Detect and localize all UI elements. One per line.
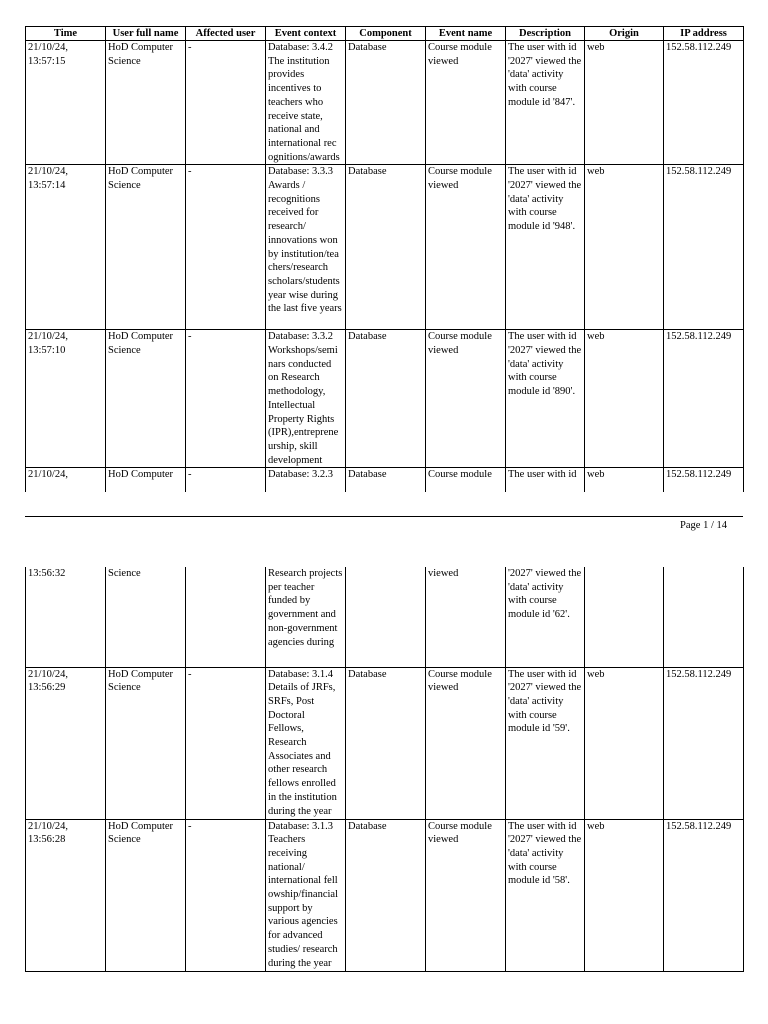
cell-component: Database	[346, 819, 426, 971]
cell-time: 13:56:32	[26, 567, 106, 667]
cell-description: The user with id '2027' viewed the 'data' activity with course module id '847'.	[506, 41, 585, 165]
cell-time: 21/10/24, 13:57:14	[26, 165, 106, 330]
page-number: Page 1 / 14	[680, 520, 727, 531]
column-header-ip-address: IP address	[664, 27, 744, 41]
table-row	[26, 667, 744, 819]
cell-event-context: Database: 3.3.3 Awards / recognitions received for research/ innovations won by institution/tea chers/research scholars/students year wise during the last five years	[266, 165, 346, 330]
table-row-partial	[26, 468, 744, 492]
cell-origin: web	[585, 41, 664, 165]
cell-time: 21/10/24, 13:56:29	[26, 667, 106, 819]
cell-component: Database	[346, 468, 426, 492]
cell-affected-user: -	[186, 468, 266, 492]
cell-event-name: Course module viewed	[426, 41, 506, 165]
cell-origin: web	[585, 819, 664, 971]
cell-user: Science	[106, 567, 186, 667]
cell-ip-address: 152.58.112.249	[664, 41, 744, 165]
cell-ip-address	[664, 567, 744, 667]
cell-user: HoD Computer Science	[106, 330, 186, 468]
cell-description: The user with id	[506, 468, 585, 492]
cell-component: Database	[346, 165, 426, 330]
cell-affected-user: -	[186, 667, 266, 819]
cell-time: 21/10/24, 13:57:10	[26, 330, 106, 468]
cell-time: 21/10/24,	[26, 468, 106, 492]
cell-user: HoD Computer Science	[106, 819, 186, 971]
cell-affected-user: -	[186, 819, 266, 971]
cell-event-context: Database: 3.3.2 Workshops/semi nars conducted on Research methodology, Intellectual Property Rights (IPR),entreprene urship, skill development	[266, 330, 346, 468]
cell-ip-address: 152.58.112.249	[664, 330, 744, 468]
cell-origin: web	[585, 468, 664, 492]
cell-user: HoD Computer Science	[106, 667, 186, 819]
cell-affected-user	[186, 567, 266, 667]
cell-affected-user: -	[186, 165, 266, 330]
cell-event-context: Database: 3.1.3 Teachers receiving national/ international fell owship/financial support by various agencies for advanced studies/ research during the year	[266, 819, 346, 971]
column-header-description: Description	[506, 27, 585, 41]
column-header-user-full-name: User full name	[106, 27, 186, 41]
cell-affected-user: -	[186, 330, 266, 468]
cell-component: Database	[346, 41, 426, 165]
cell-event-context: Research projects per teacher funded by government and non-government agencies during	[266, 567, 346, 667]
cell-event-context: Database: 3.4.2 The institution provides incentives to teachers who receive state, national and international rec ognitions/awards	[266, 41, 346, 165]
log-table-page-2	[25, 567, 744, 972]
cell-user: HoD Computer Science	[106, 41, 186, 165]
column-header-component: Component	[346, 27, 426, 41]
cell-time: 21/10/24, 13:56:28	[26, 819, 106, 971]
table-row	[26, 819, 744, 971]
cell-event-context: Database: 3.1.4 Details of JRFs, SRFs, Post Doctoral Fellows, Research Associates and other research fellows enrolled in the institution during the year	[266, 667, 346, 819]
cell-origin: web	[585, 165, 664, 330]
cell-description: The user with id '2027' viewed the 'data' activity with course module id '948'.	[506, 165, 585, 330]
cell-description: The user with id '2027' viewed the 'data' activity with course module id '890'.	[506, 330, 585, 468]
cell-user: HoD Computer Science	[106, 165, 186, 330]
cell-event-name: viewed	[426, 567, 506, 667]
cell-affected-user: -	[186, 41, 266, 165]
cell-ip-address: 152.58.112.249	[664, 667, 744, 819]
column-header-affected-user: Affected user	[186, 27, 266, 41]
cell-ip-address: 152.58.112.249	[664, 165, 744, 330]
cell-user: HoD Computer	[106, 468, 186, 492]
cell-ip-address: 152.58.112.249	[664, 468, 744, 492]
column-header-event-context: Event context	[266, 27, 346, 41]
page-divider	[25, 516, 743, 517]
table-row	[26, 165, 744, 330]
table-row	[26, 330, 744, 468]
table-row	[26, 41, 744, 165]
log-table-page-1	[25, 26, 744, 492]
cell-event-name: Course module viewed	[426, 819, 506, 971]
cell-origin: web	[585, 667, 664, 819]
cell-origin: web	[585, 330, 664, 468]
cell-description: '2027' viewed the 'data' activity with course module id '62'.	[506, 567, 585, 667]
cell-origin	[585, 567, 664, 667]
cell-description: The user with id '2027' viewed the 'data' activity with course module id '58'.	[506, 819, 585, 971]
cell-event-name: Course module	[426, 468, 506, 492]
cell-event-name: Course module viewed	[426, 330, 506, 468]
table-row-continued	[26, 567, 744, 667]
column-header-event-name: Event name	[426, 27, 506, 41]
column-header-time: Time	[26, 27, 106, 41]
table-header-row	[26, 27, 744, 41]
cell-event-name: Course module viewed	[426, 165, 506, 330]
cell-ip-address: 152.58.112.249	[664, 819, 744, 971]
cell-time: 21/10/24, 13:57:15	[26, 41, 106, 165]
column-header-origin: Origin	[585, 27, 664, 41]
cell-description: The user with id '2027' viewed the 'data' activity with course module id '59'.	[506, 667, 585, 819]
cell-component	[346, 567, 426, 667]
cell-event-context: Database: 3.2.3	[266, 468, 346, 492]
cell-event-name: Course module viewed	[426, 667, 506, 819]
cell-component: Database	[346, 330, 426, 468]
cell-component: Database	[346, 667, 426, 819]
